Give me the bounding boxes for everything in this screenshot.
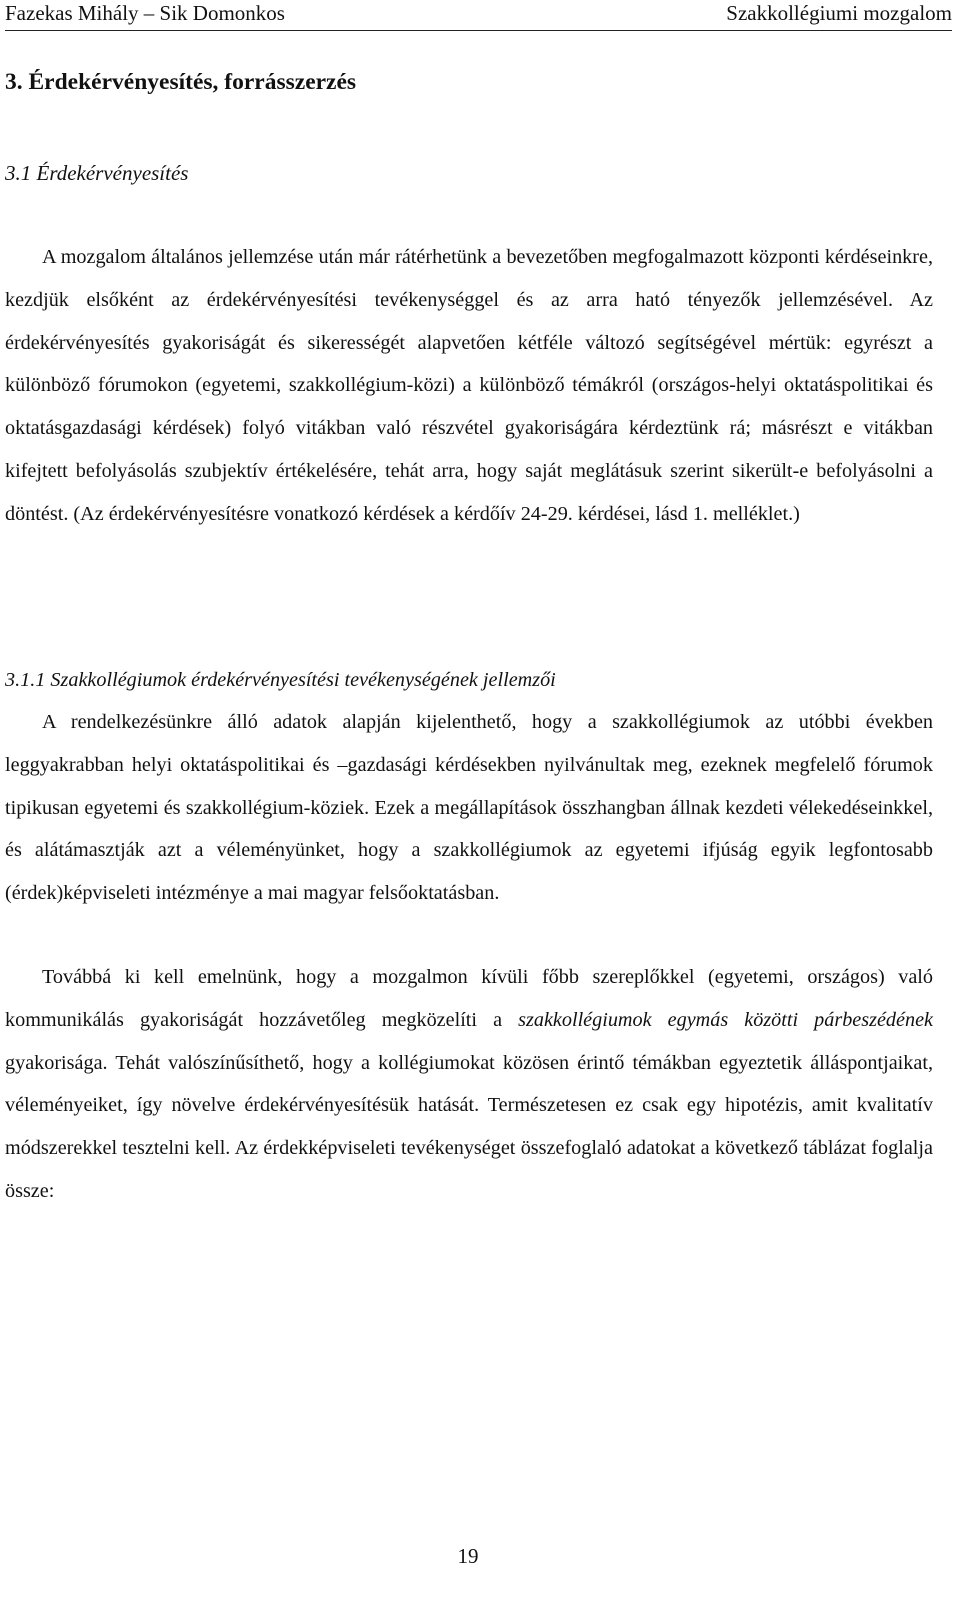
body-paragraph-2: A rendelkezésünkre álló adatok alapján kijelenthető, hogy a szakkollégiumok az utóbbi években leggyakrabban helyi oktatáspolitikai és –gazdasági kérdésekben nyilvánultak meg, ezeknek megfelelő fórumok tipikusan egyetemi és szakkollégium-köziek. Ezek a megállapítások összhangban állnak kezdeti vélekedéseinkkel, és alátámasztják azt a véleményünket, hogy a szakkollégiumok az egyetemi ifjúság egyik legfontosabb (érdek)képviseleti intézménye a mai magyar felsőoktatásban. (5, 711, 933, 905)
header-document-title: Szakkollégiumi mozgalom (726, 1, 952, 25)
paragraph-3-text-end: gyakorisága. Tehát valószínűsíthető, hogy a kollégiumokat közösen érintő témákban egyeztetik álláspontjaikat, véleményeiket, így növelve érdekérvényesítésük hatását. Természetesen ez csak egy hipotézis, amit kvalitatív módszerekkel tesztelni kell. Az érdekképviseleti tevékenységet összefoglaló adatokat a következő táblázat foglalja össze: (5, 1051, 933, 1202)
chapter-title: 3. Érdekérvényesítés, forrásszerzés (5, 69, 357, 95)
running-header (5, 0, 952, 31)
body-paragraph-1: A mozgalom általános jellemzése után már rátérhetünk a bevezetőben megfogalmazott központi kérdéseinkre, kezdjük elsőként az érdekérvényesítési tevékenységgel és az arra ható tényezők jellemzésével. Az érdekérvényesítés gyakoriságát és sikerességét alapvetően kétféle változó segítségével mértük: egyrészt a különböző fórumokon (egyetemi, szakkollégium-közi) a különböző témákról (országos-helyi oktatáspolitikai és oktatásgazdasági kérdések) folyó vitákban való részvétel gyakoriságára kérdeztünk rá; másrészt e vitákban kifejtett befolyásolás szubjektív értékelésére, tehát arra, hogy saját meglátásuk szerint sikerült-e befolyásolni a döntést. (Az érdekérvényesítésre vonatkozó kérdések a kérdőív 24-29. kérdései, lásd 1. melléklet.) (5, 246, 933, 525)
paragraph-3-emphasis: szakkollégiumok egymás közötti párbeszédének (518, 1008, 934, 1031)
body-paragraph-3 (5, 956, 933, 1213)
subsection-title: 3.1.1 Szakkollégiumok érdekérvényesítési tevékenységének jellemzői (5, 669, 556, 691)
section-title: 3.1 Érdekérvényesítés (5, 161, 189, 185)
header-authors: Fazekas Mihály – Sik Domonkos (5, 1, 285, 25)
page-number: 19 (457, 1544, 479, 1568)
paragraph-3-text-start: Továbbá ki kell emelnünk, hogy a mozgalmon kívüli főbb szereplőkkel (egyetemi, országos) való kommunikálás gyakoriságát hozzávetőleg megközelíti a (5, 966, 933, 1031)
